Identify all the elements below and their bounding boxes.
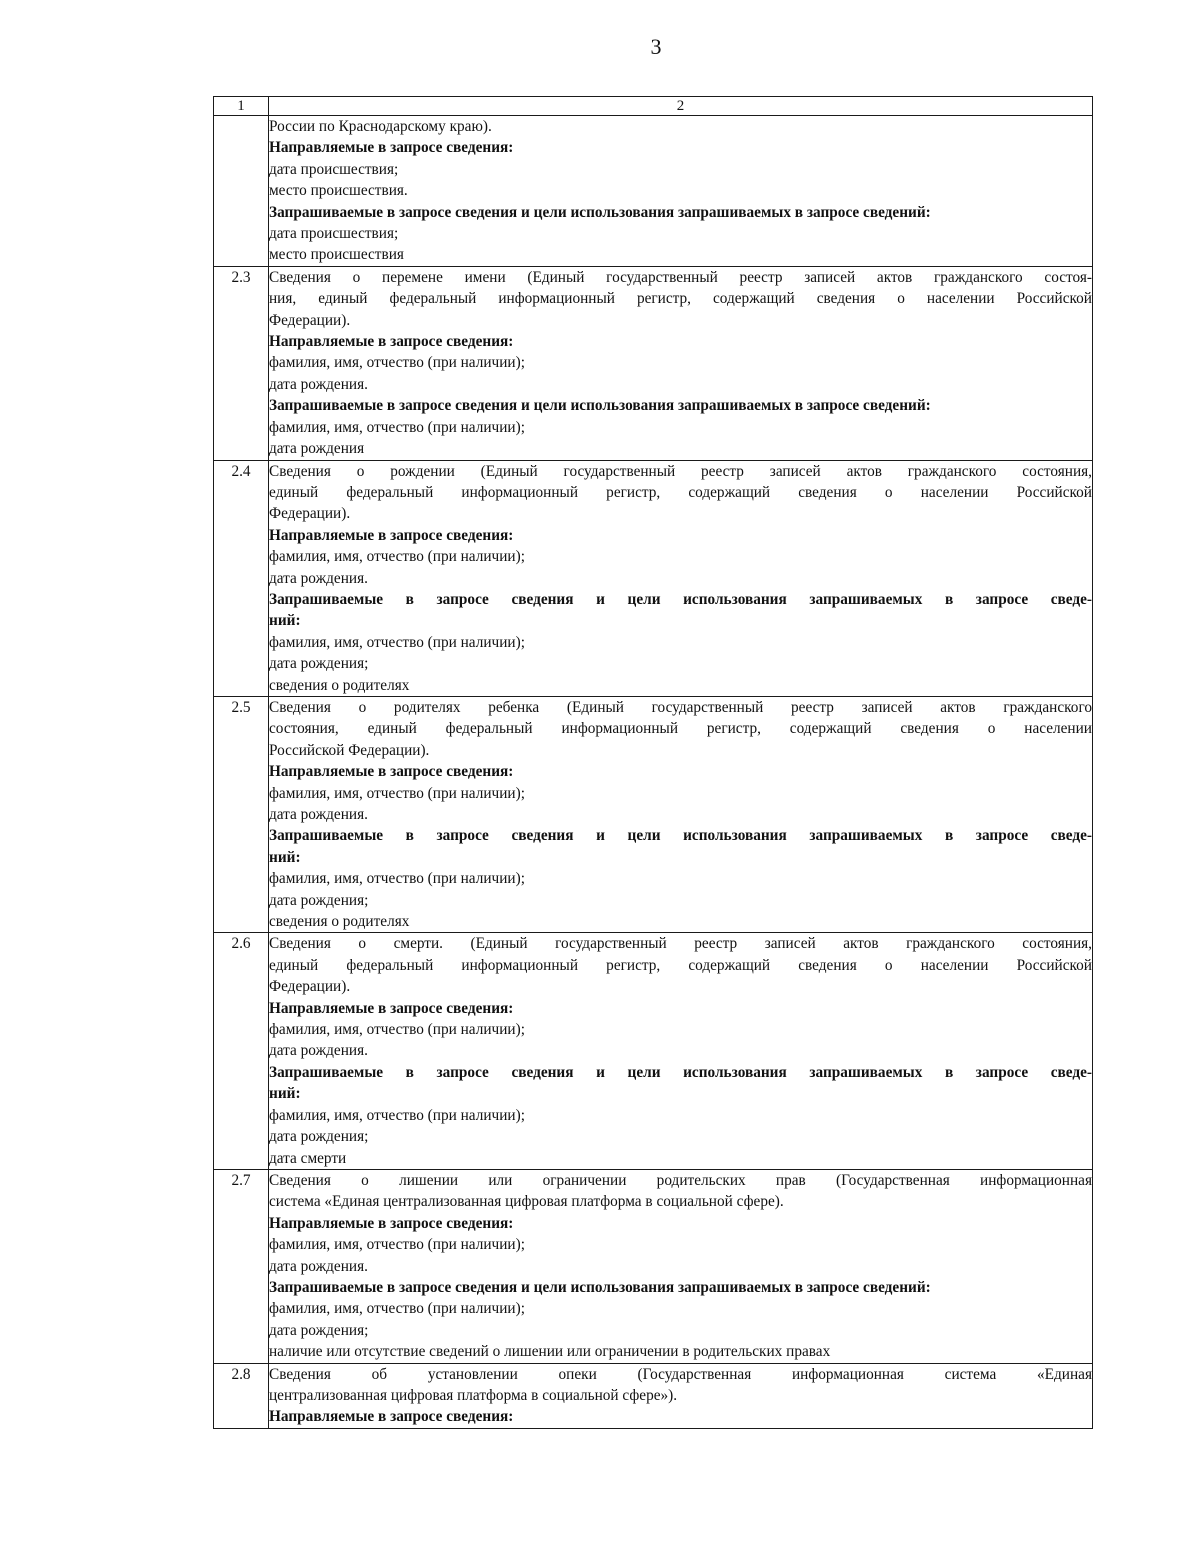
section-heading-line: Запрашиваемые в запросе сведения и цели использования запрашиваемых в запросе сведе-: [269, 827, 1092, 845]
text-line: Сведения о смерти. (Единый государственный реестр записей актов гражданского состояния,: [269, 935, 1092, 953]
row-content-cell: [269, 1363, 1093, 1428]
text-line: Сведения о лишении или ограничении родительских прав (Государственная информационная: [269, 1171, 1092, 1189]
table-row: [214, 266, 1093, 460]
text-line: фамилия, имя, отчество (при наличии);: [269, 1021, 525, 1039]
section-heading-line: Направляемые в запросе сведения:: [269, 1408, 514, 1426]
column-header-number: 1: [214, 97, 269, 116]
table-row: [214, 1169, 1093, 1363]
row-number-cell: 2.7: [214, 1169, 269, 1363]
text-line: дата происшествия;: [269, 160, 399, 178]
text-line: состояния, единый федеральный информационный регистр, содержащий сведения о населении: [269, 720, 1092, 738]
text-line: Сведения о родителях ребенка (Единый государственный реестр записей актов гражданского: [269, 698, 1092, 716]
row-content-cell: [269, 460, 1093, 696]
document-table: [213, 96, 1093, 1429]
section-heading-line: Запрашиваемые в запросе сведения и цели использования запрашиваемых в запросе сведений:: [269, 397, 931, 415]
text-line: наличие или отсутствие сведений о лишении или ограничении в родительских правах: [269, 1343, 831, 1361]
row-number-cell: 2.4: [214, 460, 269, 696]
row-content-cell: [269, 266, 1093, 460]
text-line: Федерации).: [269, 978, 351, 996]
text-line: фамилия, имя, отчество (при наличии);: [269, 418, 525, 436]
text-line: фамилия, имя, отчество (при наличии);: [269, 870, 525, 888]
text-line: сведения о родителях: [269, 676, 410, 694]
text-line: фамилия, имя, отчество (при наличии);: [269, 354, 525, 372]
table-body: [214, 116, 1093, 1429]
section-heading-line: ний:: [269, 612, 301, 630]
text-line: единый федеральный информационный регистр, содержащий сведения о населении Российской: [269, 483, 1092, 501]
text-line: Федерации).: [269, 505, 351, 523]
text-line: фамилия, имя, отчество (при наличии);: [269, 1300, 525, 1318]
section-heading-line: Направляемые в запросе сведения:: [269, 333, 514, 351]
text-line: Российской Федерации).: [269, 741, 430, 759]
row-content-cell: [269, 116, 1093, 267]
row-number-cell: 2.8: [214, 1363, 269, 1428]
text-line: России по Краснодарскому краю).: [269, 118, 492, 135]
text-line: дата рождения;: [269, 655, 369, 673]
section-heading-line: Направляемые в запросе сведения:: [269, 1214, 514, 1232]
text-line: дата рождения.: [269, 569, 368, 587]
row-number-cell: 2.6: [214, 933, 269, 1169]
text-line: фамилия, имя, отчество (при наличии);: [269, 548, 525, 566]
text-line: дата происшествия;: [269, 225, 399, 243]
section-heading-line: Направляемые в запросе сведения:: [269, 139, 514, 157]
text-line: дата рождения.: [269, 375, 368, 393]
section-heading-line: Запрашиваемые в запросе сведения и цели использования запрашиваемых в запросе сведе-: [269, 590, 1092, 608]
row-number-cell: 2.5: [214, 696, 269, 932]
text-line: дата рождения.: [269, 806, 368, 823]
row-content-cell: [269, 696, 1093, 932]
section-heading-line: Направляемые в запросе сведения:: [269, 763, 514, 781]
text-line: сведения о родителях: [269, 913, 410, 931]
text-line: дата рождения;: [269, 891, 369, 909]
text-line: фамилия, имя, отчество (при наличии);: [269, 1106, 525, 1124]
section-heading-line: ний:: [269, 848, 301, 866]
table-row: [214, 933, 1093, 1169]
text-line: единый федеральный информационный регистр, содержащий сведения о населении Российской: [269, 956, 1092, 974]
text-line: система «Единая централизованная цифровая платформа в социальной сфере).: [269, 1193, 784, 1211]
text-line: фамилия, имя, отчество (при наличии);: [269, 633, 525, 651]
text-line: фамилия, имя, отчество (при наличии);: [269, 1236, 525, 1254]
text-line: дата рождения;: [269, 1128, 369, 1146]
text-line: Федерации).: [269, 311, 351, 329]
row-number-cell: 2.3: [214, 266, 269, 460]
row-content-cell: [269, 1169, 1093, 1363]
row-number-cell: [214, 116, 269, 267]
text-line: дата рождения.: [269, 1257, 368, 1275]
table-row: [214, 696, 1093, 932]
section-heading-line: ний:: [269, 1085, 301, 1103]
table-row: [214, 460, 1093, 696]
text-line: дата рождения;: [269, 1321, 369, 1339]
table-row: [214, 1363, 1093, 1428]
section-heading-line: Запрашиваемые в запросе сведения и цели использования запрашиваемых в запросе сведений:: [269, 203, 931, 221]
section-heading-line: Запрашиваемые в запросе сведения и цели использования запрашиваемых в запросе сведе-: [269, 1063, 1092, 1081]
row-content-cell: [269, 933, 1093, 1169]
page-number: 3: [650, 34, 662, 59]
text-line: Сведения о перемене имени (Единый государственный реестр записей актов гражданского состоя-: [269, 268, 1092, 286]
section-heading-line: Запрашиваемые в запросе сведения и цели использования запрашиваемых в запросе сведений:: [269, 1278, 931, 1296]
table-row: [214, 116, 1093, 267]
text-line: Сведения о рождении (Единый государственный реестр записей актов гражданского состояния,: [269, 462, 1092, 480]
text-line: дата рождения.: [269, 1042, 368, 1060]
text-line: фамилия, имя, отчество (при наличии);: [269, 784, 525, 802]
table-header-row: [214, 97, 1093, 116]
text-line: Сведения об установлении опеки (Государственная информационная система «Единая: [269, 1365, 1092, 1383]
text-line: место происшествия.: [269, 182, 408, 200]
column-header-content: 2: [269, 97, 1093, 116]
text-line: место происшествия: [269, 246, 404, 264]
text-line: ния, единый федеральный информационный регистр, содержащий сведения о населении Российской: [269, 290, 1092, 308]
section-heading-line: Направляемые в запросе сведения:: [269, 526, 514, 544]
text-line: дата рождения: [269, 440, 365, 458]
text-line: централизованная цифровая платформа в социальной сфере»).: [269, 1386, 678, 1404]
text-line: дата смерти: [269, 1149, 347, 1167]
section-heading-line: Направляемые в запросе сведения:: [269, 999, 514, 1017]
